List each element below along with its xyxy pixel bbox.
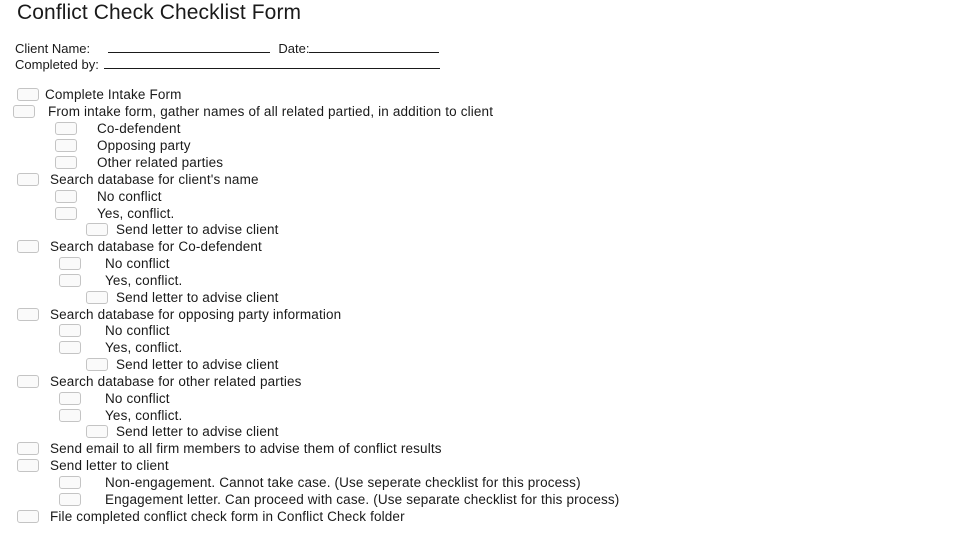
checkbox[interactable] (86, 223, 108, 236)
checklist-item (59, 407, 182, 424)
checklist-item (59, 474, 581, 491)
checkbox[interactable] (17, 173, 39, 186)
checklist-item (59, 491, 619, 508)
item-label: No conflict (105, 323, 170, 338)
checklist-item (17, 457, 169, 474)
item-label: Yes, conflict. (105, 340, 183, 355)
date-label: Date: (278, 41, 310, 56)
item-label: No conflict (105, 391, 170, 406)
checkbox[interactable] (59, 493, 81, 506)
checkbox[interactable] (55, 190, 77, 203)
checkbox[interactable] (86, 425, 108, 438)
checklist-item (55, 120, 181, 137)
item-label: No conflict (105, 256, 170, 271)
form-title: Conflict Check Checklist Form (17, 1, 302, 24)
item-label: Co-defendent (97, 121, 181, 136)
checklist-item (59, 272, 182, 289)
checklist-item (55, 154, 223, 171)
item-label: Search database for other related parties (50, 374, 302, 389)
checkbox[interactable] (59, 341, 81, 354)
checklist-item (17, 171, 259, 188)
checkbox[interactable] (59, 274, 81, 287)
checkbox[interactable] (55, 207, 77, 220)
item-label: Opposing party (97, 138, 191, 153)
item-label: File completed conflict check form in Conflict Check folder (50, 509, 405, 524)
checkbox[interactable] (86, 358, 108, 371)
checkbox[interactable] (59, 476, 81, 489)
item-label: Send letter to advise client (116, 357, 279, 372)
checkbox[interactable] (17, 375, 39, 388)
item-label: From intake form, gather names of all related partied, in addition to client (48, 104, 494, 119)
item-label: Yes, conflict. (105, 273, 183, 288)
item-label: Yes, conflict. (97, 206, 175, 221)
checkbox[interactable] (59, 409, 81, 422)
item-label: Send letter to advise client (116, 222, 279, 237)
checklist-item (17, 373, 302, 390)
checklist-item (86, 356, 279, 373)
checklist-item (59, 255, 170, 272)
checklist-item (86, 289, 279, 306)
completed-by-field[interactable] (104, 57, 440, 69)
item-label: Search database for client's name (50, 172, 259, 187)
checklist-item (86, 221, 279, 238)
client-name-field[interactable] (108, 41, 270, 53)
checklist-item (59, 390, 170, 407)
client-name-label: Client Name: (15, 41, 91, 56)
checkbox[interactable] (17, 510, 39, 523)
checklist-item (59, 339, 182, 356)
checkbox[interactable] (59, 392, 81, 405)
checkbox[interactable] (17, 240, 39, 253)
item-label: Engagement letter. Can proceed with case. (Use separate checklist for this process) (105, 492, 620, 507)
checklist-item (17, 440, 442, 457)
checkbox[interactable] (55, 139, 77, 152)
checkbox[interactable] (59, 257, 81, 270)
checklist-item (17, 508, 405, 525)
checklist-item (17, 86, 182, 103)
checklist-item (55, 188, 162, 205)
item-label: No conflict (97, 189, 162, 204)
checkbox[interactable] (55, 122, 77, 135)
checklist-item (55, 205, 174, 222)
item-label: Send letter to client (50, 458, 169, 473)
checkbox[interactable] (55, 156, 77, 169)
checklist-item (17, 306, 341, 323)
completed-by-line (15, 57, 440, 72)
checklist-item (59, 322, 170, 339)
checklist-item (55, 137, 191, 154)
item-label: Non-engagement. Cannot take case. (Use seperate checklist for this process) (105, 475, 581, 490)
item-label: Send letter to advise client (116, 424, 279, 439)
item-label: Search database for opposing party information (50, 307, 342, 322)
checkbox[interactable] (17, 459, 39, 472)
checklist-item (13, 103, 493, 120)
checkbox[interactable] (17, 442, 39, 455)
checklist-item (17, 238, 262, 255)
date-field[interactable] (309, 41, 439, 53)
item-label: Yes, conflict. (105, 408, 183, 423)
checkbox[interactable] (86, 291, 108, 304)
item-label: Send email to all firm members to advise them of conflict results (50, 441, 442, 456)
item-label: Other related parties (97, 155, 224, 170)
checkbox[interactable] (17, 88, 39, 101)
completed-by-label: Completed by: (15, 57, 99, 72)
item-label: Complete Intake Form (45, 87, 182, 102)
item-label: Search database for Co-defendent (50, 239, 262, 254)
checklist-item (86, 423, 279, 440)
item-label: Send letter to advise client (116, 290, 279, 305)
checkbox[interactable] (17, 308, 39, 321)
checkbox[interactable] (59, 324, 81, 337)
client-date-line (15, 41, 439, 56)
checkbox[interactable] (13, 105, 35, 118)
